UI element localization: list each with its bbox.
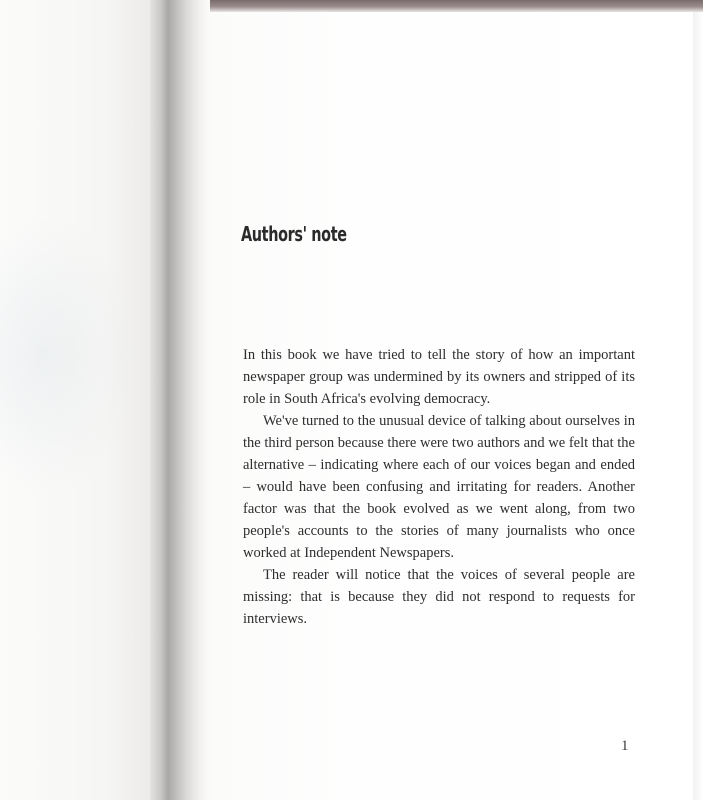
paragraph-3: The reader will notice that the voices of several people are missing: that is because they did not respond to requests for interviews. [243, 567, 635, 627]
body-text [243, 344, 635, 630]
page-outer-edge [693, 12, 703, 800]
paragraph-1: In this book we have tried to tell the story of how an important newspaper group was undermined by its owners and stripped of its role in South Africa's evolving democracy. [243, 347, 635, 407]
page-top-edge-shadow [150, 0, 703, 12]
page-number: 1 [621, 738, 629, 754]
book-gutter-shadow [150, 0, 210, 800]
paragraph-2: We've turned to the unusual device of talking about ourselves in the third person because there were two authors and we felt that the alternative – indicating where each of our voices began and ended – would have been confusing and irritating for readers. Another factor was that the book evolved as we went along, from two people's accounts to the stories of many journalists who once worked at Independent Newspapers. [243, 413, 635, 561]
left-page-blank [0, 0, 150, 800]
page-heading: Authors' note [241, 222, 347, 246]
